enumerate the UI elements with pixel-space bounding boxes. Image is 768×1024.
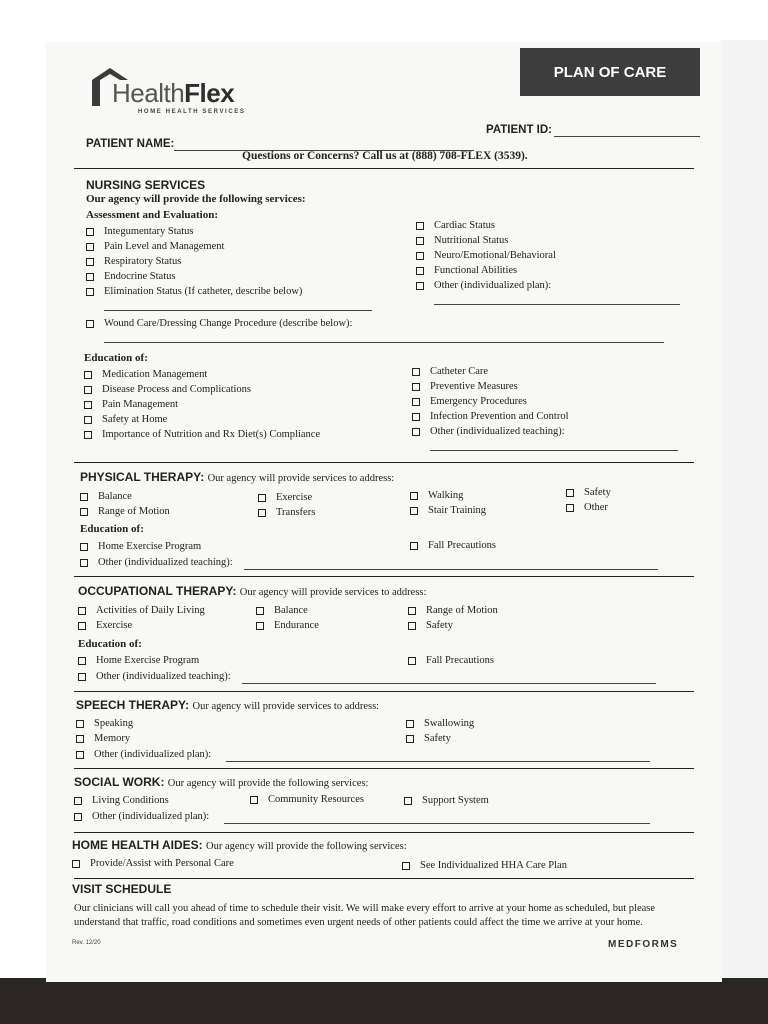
checkbox-icon[interactable] [86, 320, 94, 328]
checkbox-item[interactable]: Respiratory Status [86, 256, 181, 267]
catheter-description-line[interactable] [104, 310, 372, 311]
checkbox-icon[interactable] [412, 413, 420, 421]
checkbox-icon[interactable] [76, 751, 84, 759]
pt-education-title: Education of: [80, 523, 144, 535]
checkbox-icon[interactable] [402, 862, 410, 870]
checkbox-icon[interactable] [86, 273, 94, 281]
checkbox-item[interactable]: Wound Care/Dressing Change Procedure (describe below): [86, 318, 352, 329]
checkbox-item[interactable]: Safety at Home [84, 414, 167, 425]
checkbox-item[interactable]: Other (individualized teaching): [80, 557, 233, 568]
checkbox-icon[interactable] [410, 492, 418, 500]
checkbox-item[interactable]: Speaking [76, 718, 133, 729]
nursing-education-title: Education of: [84, 352, 148, 364]
checkbox-item[interactable]: Elimination Status (If catheter, describe below) [86, 286, 302, 297]
checkbox-item[interactable]: Infection Prevention and Control [412, 411, 569, 422]
sw-other-line[interactable] [224, 823, 650, 824]
checkbox-icon[interactable] [416, 282, 424, 290]
patient-name-label: PATIENT NAME: [86, 138, 175, 150]
checkbox-item[interactable]: Endurance [256, 620, 319, 631]
checkbox-item[interactable]: Other (individualized teaching): [412, 426, 565, 437]
checkbox-item[interactable]: Other (individualized plan): [74, 811, 209, 822]
checkbox-icon[interactable] [86, 288, 94, 296]
assessment-title: Assessment and Evaluation: [86, 209, 219, 221]
speech-therapy-title: SPEECH THERAPY: Our agency will provide services to address: [76, 698, 380, 712]
divider [74, 576, 694, 577]
checkbox-item[interactable]: Exercise [258, 492, 312, 503]
checkbox-icon[interactable] [84, 371, 92, 379]
checkbox-icon[interactable] [416, 237, 424, 245]
checkbox-item[interactable]: Importance of Nutrition and Rx Diet(s) Compliance [84, 429, 320, 440]
checkbox-item[interactable]: Living Conditions [74, 795, 169, 806]
revision-label: Rev. 12/20 [72, 940, 101, 946]
checkbox-item[interactable]: Emergency Procedures [412, 396, 527, 407]
photo-background-top [0, 0, 768, 44]
checkbox-item[interactable]: Range of Motion [80, 506, 170, 517]
checkbox-icon[interactable] [406, 735, 414, 743]
pt-other-line[interactable] [244, 569, 658, 570]
form-title: PLAN OF CARE [520, 48, 700, 96]
publisher-logo: MEDFORMS [608, 939, 679, 950]
patient-id-field[interactable] [554, 136, 700, 137]
checkbox-icon[interactable] [76, 720, 84, 728]
checkbox-icon[interactable] [250, 796, 258, 804]
plan-of-care-form [46, 42, 722, 982]
checkbox-item[interactable]: Fall Precautions [410, 540, 496, 551]
checkbox-icon[interactable] [258, 494, 266, 502]
checkbox-item[interactable]: Provide/Assist with Personal Care [72, 858, 234, 869]
checkbox-item[interactable]: Fall Precautions [408, 655, 494, 666]
checkbox-item[interactable]: Pain Level and Management [86, 241, 224, 252]
checkbox-item[interactable]: Endocrine Status [86, 271, 175, 282]
nursing-intro: Our agency will provide the following services: [86, 193, 306, 205]
social-work-title: SOCIAL WORK: Our agency will provide the following services: [74, 775, 369, 789]
checkbox-icon[interactable] [74, 813, 82, 821]
checkbox-icon[interactable] [416, 222, 424, 230]
checkbox-item[interactable]: Activities of Daily Living [78, 605, 205, 616]
checkbox-item[interactable]: Exercise [78, 620, 132, 631]
checkbox-icon[interactable] [84, 386, 92, 394]
checkbox-icon[interactable] [78, 673, 86, 681]
checkbox-item[interactable]: Stair Training [410, 505, 486, 516]
checkbox-item[interactable]: Swallowing [406, 718, 474, 729]
photo-background-right [720, 40, 768, 980]
checkbox-icon[interactable] [78, 607, 86, 615]
checkbox-icon[interactable] [258, 509, 266, 517]
brand-tagline: HOME HEALTH SERVICES [138, 109, 246, 115]
checkbox-item[interactable]: Nutritional Status [416, 235, 508, 246]
checkbox-icon[interactable] [412, 368, 420, 376]
checkbox-icon[interactable] [256, 607, 264, 615]
checkbox-item[interactable]: Transfers [258, 507, 315, 518]
other-teaching-line[interactable] [430, 450, 678, 451]
contact-line: Questions or Concerns? Call us at (888) 708-FLEX (3539). [242, 150, 528, 162]
checkbox-icon[interactable] [408, 657, 416, 665]
checkbox-item[interactable]: Safety [408, 620, 453, 631]
st-other-line[interactable] [226, 761, 650, 762]
ot-education-title: Education of: [78, 638, 142, 650]
checkbox-icon[interactable] [78, 622, 86, 630]
checkbox-icon[interactable] [80, 493, 88, 501]
checkbox-item[interactable]: Memory [76, 733, 130, 744]
checkbox-icon[interactable] [404, 797, 412, 805]
checkbox-icon[interactable] [566, 504, 574, 512]
occupational-therapy-title: OCCUPATIONAL THERAPY: Our agency will provide services to address: [78, 584, 427, 598]
checkbox-item[interactable]: Functional Abilities [416, 265, 517, 276]
checkbox-item[interactable]: Walking [410, 490, 463, 501]
checkbox-item[interactable]: Catheter Care [412, 366, 488, 377]
checkbox-item[interactable]: Neuro/Emotional/Behavioral [416, 250, 556, 261]
checkbox-icon[interactable] [256, 622, 264, 630]
checkbox-icon[interactable] [84, 401, 92, 409]
checkbox-item[interactable]: Integumentary Status [86, 226, 194, 237]
checkbox-icon[interactable] [84, 416, 92, 424]
checkbox-item[interactable]: Other (individualized plan): [76, 749, 211, 760]
checkbox-icon[interactable] [86, 228, 94, 236]
photo-background-bottom [0, 978, 768, 1024]
checkbox-icon[interactable] [78, 657, 86, 665]
checkbox-icon[interactable] [408, 622, 416, 630]
checkbox-icon[interactable] [86, 258, 94, 266]
checkbox-icon[interactable] [412, 398, 420, 406]
checkbox-icon[interactable] [76, 735, 84, 743]
nursing-title: NURSING SERVICES [86, 178, 206, 192]
checkbox-item[interactable]: Other [566, 502, 608, 513]
checkbox-icon[interactable] [80, 543, 88, 551]
wound-care-line[interactable] [104, 342, 664, 343]
patient-id-label: PATIENT ID: [486, 124, 553, 136]
checkbox-icon[interactable] [408, 607, 416, 615]
checkbox-icon[interactable] [72, 860, 80, 868]
checkbox-icon[interactable] [84, 431, 92, 439]
checkbox-item[interactable]: Other (individualized teaching): [78, 671, 231, 682]
divider [74, 768, 694, 769]
checkbox-icon[interactable] [416, 252, 424, 260]
divider [74, 462, 694, 463]
brand-name: HealthFlex [112, 78, 235, 108]
checkbox-icon[interactable] [74, 797, 82, 805]
checkbox-icon[interactable] [406, 720, 414, 728]
checkbox-item[interactable]: Home Exercise Program [78, 655, 199, 666]
checkbox-item[interactable]: Medication Management [84, 369, 207, 380]
checkbox-item[interactable]: Safety [566, 487, 611, 498]
checkbox-icon[interactable] [80, 508, 88, 516]
visit-schedule-text: Our clinicians will call you ahead of time to schedule their visit. We will make every effort to arrive at your home as scheduled, but please understand that traffic, road conditions and sometimes even urgent needs of other patients could affect the time we arrive at your home. [74, 903, 656, 928]
checkbox-item[interactable]: Home Exercise Program [80, 541, 201, 552]
checkbox-item[interactable]: Cardiac Status [416, 220, 495, 231]
checkbox-icon[interactable] [412, 383, 420, 391]
checkbox-icon[interactable] [80, 559, 88, 567]
divider [74, 168, 694, 169]
ot-other-line[interactable] [242, 683, 656, 684]
physical-therapy-title: PHYSICAL THERAPY: Our agency will provide services to address: [80, 470, 395, 484]
home-health-aides-title: HOME HEALTH AIDES: Our agency will provide the following services: [72, 838, 407, 852]
checkbox-item[interactable]: Community Resources [250, 794, 364, 805]
other-plan-line[interactable] [434, 304, 680, 305]
checkbox-item[interactable]: Disease Process and Complications [84, 384, 251, 395]
divider [74, 832, 694, 833]
checkbox-item[interactable]: Preventive Measures [412, 381, 518, 392]
checkbox-item[interactable]: Balance [256, 605, 308, 616]
checkbox-icon[interactable] [416, 267, 424, 275]
visit-schedule-title: VISIT SCHEDULE [72, 882, 172, 896]
checkbox-item[interactable]: Range of Motion [408, 605, 498, 616]
checkbox-item[interactable]: Balance [80, 491, 132, 502]
divider [74, 878, 694, 879]
checkbox-icon[interactable] [410, 507, 418, 515]
divider [74, 691, 694, 692]
checkbox-icon[interactable] [86, 243, 94, 251]
checkbox-item[interactable]: Support System [404, 795, 489, 806]
checkbox-icon[interactable] [412, 428, 420, 436]
checkbox-icon[interactable] [566, 489, 574, 497]
checkbox-item[interactable]: Other (individualized plan): [416, 280, 551, 291]
checkbox-item[interactable]: See Individualized HHA Care Plan [402, 860, 567, 871]
checkbox-item[interactable]: Pain Management [84, 399, 178, 410]
checkbox-icon[interactable] [410, 542, 418, 550]
checkbox-item[interactable]: Safety [406, 733, 451, 744]
